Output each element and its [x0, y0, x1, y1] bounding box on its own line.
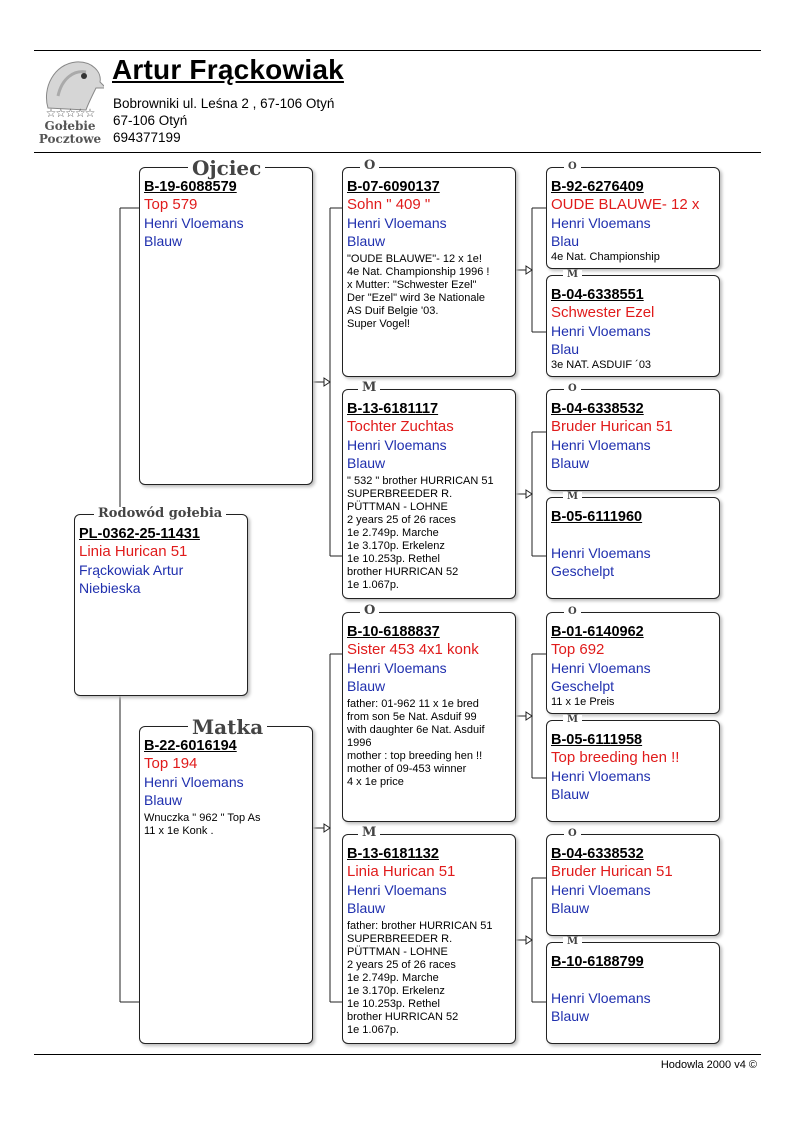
notes: father: brother HURRICAN 51 SUPERBREEDER R. PÜTTMAN - LOHNE 2 years 25 of 26 races 1e 2.749p. Marche 1e 3.170p. Erkelenz 1e 10.253p. Rethel brother HURRICAN 52 1e 1.067p.: [347, 920, 493, 1036]
pigeon-card-fmf[interactable]: [546, 389, 720, 491]
color: Blauw: [551, 1008, 590, 1024]
breeder: Henri Vloemans: [551, 768, 651, 784]
pigeon-name: Sister 453 4x1 konk: [347, 641, 479, 658]
color: Blauw: [551, 786, 590, 802]
pigeon-card-mf[interactable]: [342, 612, 516, 822]
ring-number: B-13-6181132: [347, 846, 439, 862]
pigeon-name: Schwester Ezel: [551, 304, 655, 321]
owner-address-line1: Bobrowniki ul. Leśna 2 , 67-106 Otyń: [113, 96, 335, 111]
ring-number: B-22-6016194: [144, 738, 237, 754]
pigeon-card-fm[interactable]: [342, 389, 516, 599]
ring-number: B-05-6111960: [551, 509, 643, 525]
color: Blau: [551, 233, 580, 249]
breeder: Henri Vloemans: [347, 882, 447, 898]
pigeon-name: Top breeding hen !!: [551, 749, 680, 766]
ring-number: B-10-6188837: [347, 624, 440, 640]
notes: 3e NAT. ASDUIF ´03: [551, 359, 652, 371]
pigeon-name: Sohn " 409 ": [347, 196, 431, 213]
footer-credit: Hodowla 2000 v4 ©: [660, 1059, 757, 1071]
pigeon-card-mother[interactable]: [139, 726, 313, 1044]
dam-mark: M: [563, 937, 582, 947]
pigeon-card-subject[interactable]: [74, 514, 248, 696]
color: Blauw: [551, 455, 590, 471]
ring-number: B-13-6181117: [347, 401, 439, 417]
notes: "OUDE BLAUWE"- 12 x 1e! 4e Nat. Championship 1996 ! x Mutter: "Schwester Ezel" Der "Ezel" wird 3e Nationale AS Duif Belgie '03. Super Vogel!: [347, 253, 490, 330]
ring-number: B-10-6188799: [551, 954, 644, 970]
pigeon-card-mmf[interactable]: [546, 834, 720, 936]
name-empty: [551, 971, 719, 989]
color: Blauw: [347, 233, 386, 249]
breeder: Henri Vloemans: [551, 990, 651, 1006]
sire-mark: O: [564, 607, 581, 617]
owner-phone: 694377199: [113, 130, 181, 145]
pigeon-name: Top 579: [144, 196, 198, 213]
ring-number: B-92-6276409: [551, 179, 644, 195]
notes: 4e Nat. Championship: [551, 251, 660, 263]
pigeon-name: Tochter Zuchtas: [347, 418, 454, 435]
breeder: Henri Vloemans: [144, 215, 244, 231]
pigeon-name: Linia Hurican 51: [79, 543, 188, 560]
pigeon-card-mfm[interactable]: [546, 720, 720, 822]
breeder: Henri Vloemans: [551, 323, 651, 339]
mother-label: Matka: [188, 717, 267, 737]
sire-mark: O: [360, 159, 379, 172]
color: Blauw: [347, 455, 386, 471]
pedigree-label: Rodowód gołebia: [94, 507, 226, 520]
dam-mark: M: [358, 381, 380, 394]
color: Blau: [551, 341, 580, 357]
pigeon-card-ff[interactable]: [342, 167, 516, 377]
color: Niebieska: [79, 580, 141, 596]
pigeon-name: Linia Hurican 51: [347, 863, 456, 880]
ring-number: B-07-6090137: [347, 179, 440, 195]
color: Geschelpt: [551, 678, 615, 694]
ring-number: B-05-6111958: [551, 732, 643, 748]
ring-number: B-19-6088579: [144, 179, 237, 195]
dam-mark: M: [563, 715, 582, 725]
owner-name: Artur Frąckowiak: [112, 54, 344, 85]
sire-mark: O: [564, 162, 581, 172]
notes: " 532 " brother HURRICAN 51 SUPERBREEDER R. PÜTTMAN - LOHNE 2 years 25 of 26 races 1e 2.749p. Marche 1e 3.170p. Erkelenz 1e 10.253p. Rethel brother HURRICAN 52 1e 1.067p.: [347, 475, 494, 591]
breeder: Henri Vloemans: [551, 882, 651, 898]
ring-number: B-04-6338532: [551, 401, 644, 417]
pigeon-card-father[interactable]: [139, 167, 313, 485]
breeder: Henri Vloemans: [144, 774, 244, 790]
pigeon-card-mm[interactable]: [342, 834, 516, 1044]
father-label: Ojciec: [188, 158, 265, 178]
pigeon-name: Top 194: [144, 755, 198, 772]
color: Blauw: [144, 792, 183, 808]
notes: Wnuczka " 962 " Top As 11 x 1e Konk .: [144, 812, 261, 837]
pigeon-name: Bruder Hurican 51: [551, 418, 673, 435]
dam-mark: M: [563, 270, 582, 280]
breeder: Henri Vloemans: [551, 545, 651, 561]
ring-number: PL-0362-25-11431: [79, 526, 200, 542]
breeder: Henri Vloemans: [347, 660, 447, 676]
ring-number: B-04-6338551: [551, 287, 644, 303]
breeder: Henri Vloemans: [551, 215, 651, 231]
owner-address-line2: 67-106 Otyń: [113, 113, 188, 128]
pigeon-card-fff[interactable]: [546, 167, 720, 269]
breeder: Henri Vloemans: [551, 660, 651, 676]
color: Geschelpt: [551, 563, 615, 579]
pigeon-card-mmm[interactable]: [546, 942, 720, 1044]
sire-mark: O: [360, 604, 379, 617]
logo-text-line1: Gołebie: [44, 119, 96, 133]
color: Blauw: [551, 900, 590, 916]
sire-mark: O: [564, 384, 581, 394]
color: Blauw: [347, 900, 386, 916]
breeder: Henri Vloemans: [347, 215, 447, 231]
notes: father: 01-962 11 x 1e bred from son 5e Nat. Asduif 99 with daughter 6e Nat. Asduif 1996 mother : top breeding hen !! mother of 09-453 winner 4 x 1e price: [347, 698, 485, 788]
ring-number: B-04-6338532: [551, 846, 644, 862]
sire-mark: O: [564, 829, 581, 839]
dam-mark: M: [358, 826, 380, 839]
breeder: Henri Vloemans: [347, 437, 447, 453]
ring-number: B-01-6140962: [551, 624, 644, 640]
notes: 11 x 1e Preis: [551, 696, 615, 708]
pigeon-name: Bruder Hurican 51: [551, 863, 673, 880]
pigeon-name: Top 692: [551, 641, 605, 658]
logo-text-line2: Pocztowe: [38, 132, 102, 146]
pigeon-name: OUDE BLAUWE- 12 x: [551, 196, 700, 213]
breeder: Frąckowiak Artur: [79, 562, 184, 578]
pigeon-card-mff[interactable]: [546, 612, 720, 714]
pigeon-card-fmm[interactable]: [546, 497, 720, 599]
breeder: Henri Vloemans: [551, 437, 651, 453]
color: Blauw: [347, 678, 386, 694]
pigeon-card-ffm[interactable]: [546, 275, 720, 377]
name-empty: [551, 526, 719, 544]
logo-stars: ☆☆☆☆☆: [45, 106, 95, 120]
dam-mark: M: [563, 492, 582, 502]
color: Blauw: [144, 233, 183, 249]
